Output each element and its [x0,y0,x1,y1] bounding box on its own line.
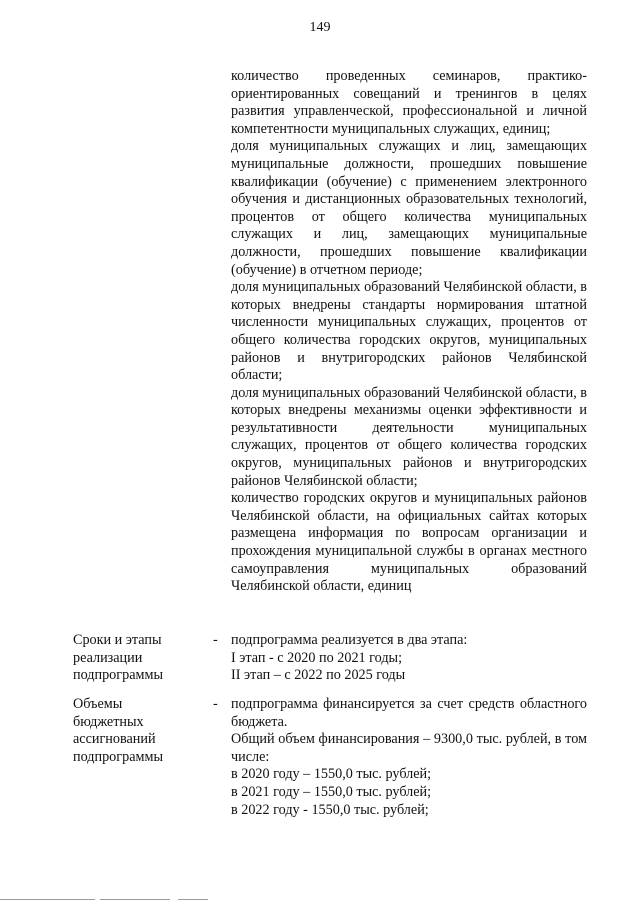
row-label-line: подпрограммы [73,667,163,684]
row-dash: - [213,632,218,648]
page-number: 149 [309,20,331,35]
indicator-paragraph: доля муниципальных образований Челябинской области, в которых внедрены механизмы оценки эффективности и результативности деятельности муниципальных служащих, процентов от общего количества городских округов, муниципальных районов и внутригородских районов Челябинской области; [231,384,587,489]
row-label-line: бюджетных [73,713,144,730]
row-label-line: Объемы [73,696,123,712]
row-label [73,696,213,766]
row-body-line: подпрограмма реализуется в два этапа: [231,632,468,648]
row-body-line: Общий объем финансирования – 9300,0 тыс. рублей, в том числе: [231,731,587,765]
row-body-line: подпрограмма финансируется за счет средств областного бюджета. [231,696,587,730]
footer-rule [0,899,640,903]
row-label-line: реализации [73,649,143,666]
row-dash: - [213,696,218,712]
row-label-line: подпрограммы [73,748,163,765]
row-label [73,632,213,685]
row-body-line: в 2020 году – 1550,0 тыс. рублей; [231,766,432,783]
indicator-paragraph: количество городских округов и муниципальных районов Челябинской области, на официальных сайтах которых размещена информация по вопросам организации и прохождения муниципальной службы в органах местного самоуправления муниципальных образований Челябинской области, единиц [231,490,587,595]
row-body [231,632,587,685]
indicators-text-block [231,68,587,596]
footer-rule-segment [100,899,170,900]
row-body-line: в 2021 году – 1550,0 тыс. рублей; [231,783,432,800]
indicator-paragraph: доля муниципальных служащих и лиц, замещающих муниципальные должности, прошедших повышение квалификации (обучение) с применением электронного обучения и дистанционных образовательных технологий, процентов от общего количества муниципальных служащих и лиц, замещающих муниципальные должности, прошедших повышение квалификации (обучение) в отчетном периоде; [231,138,587,278]
footer-rule-segment [0,899,95,900]
row-label-line: Сроки и этапы [73,632,162,648]
indicator-paragraph: количество проведенных семинаров, практико-ориентированных совещаний и тренингов в целях развития управленческой, профессиональной и личной компетентности муниципальных служащих, единиц; [231,68,587,137]
row-body-line: I этап - с 2020 по 2021 годы; [231,649,403,666]
footer-rule-segment [178,899,208,900]
row-body-line: II этап – с 2022 по 2025 годы [231,667,406,684]
row-body [231,696,587,819]
row-body-line: в 2022 году - 1550,0 тыс. рублей; [231,801,429,818]
row-label-line: ассигнований [73,731,156,748]
indicator-paragraph: доля муниципальных образований Челябинской области, в которых внедрены стандарты нормирования штатной численности муниципальных служащих, процентов от общего количества городских округов, муниципальных районов и внутригородских районов Челябинской области; [231,279,587,384]
